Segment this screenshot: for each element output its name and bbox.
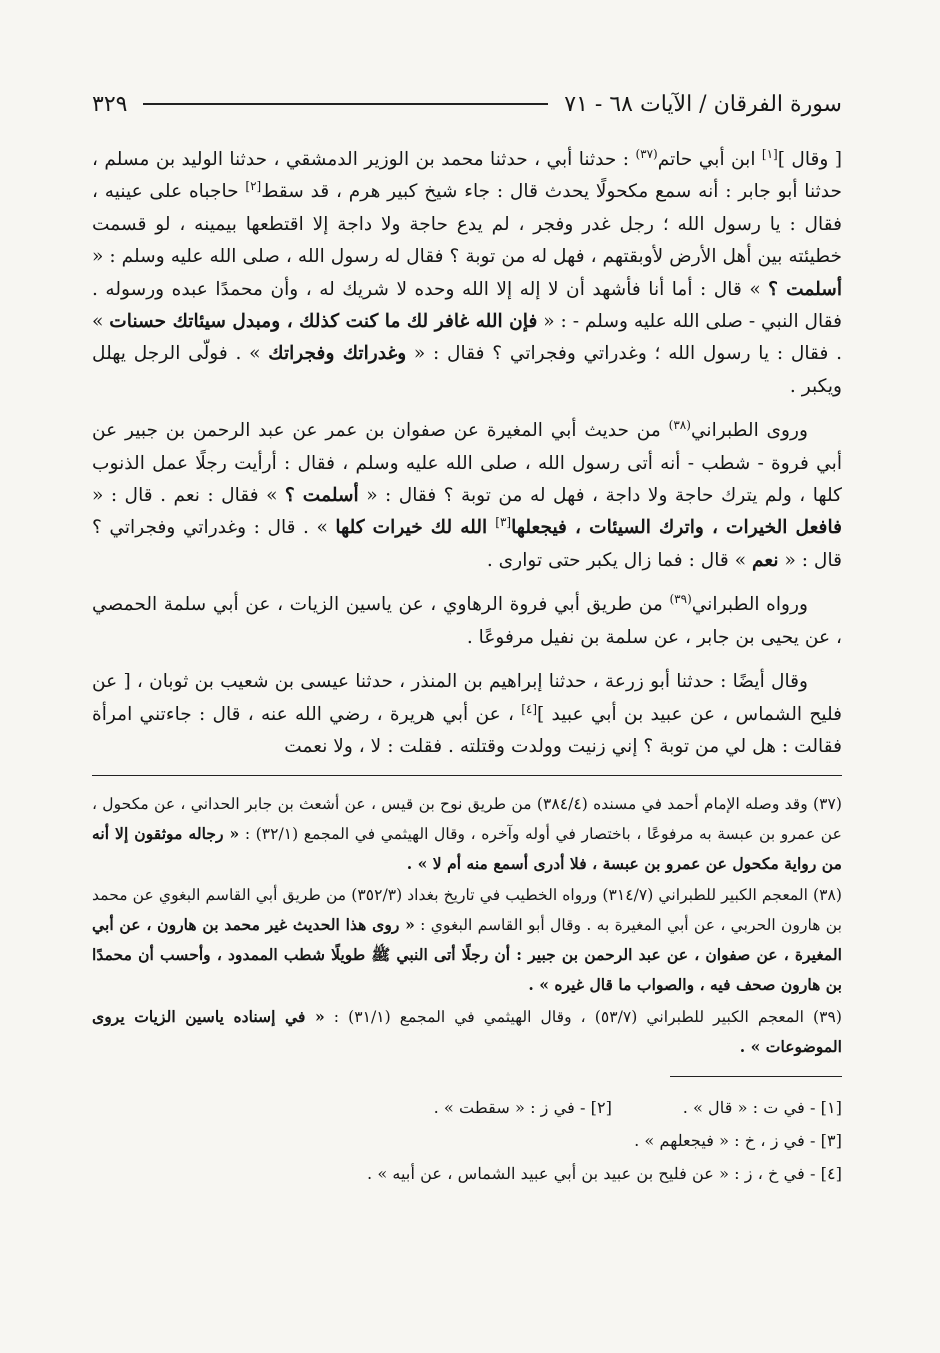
- hadith-quote: الله لك خيرات كلها: [335, 517, 496, 539]
- text-run: » قال : أما أنا فأشهد أن لا إله إلا الله وحده لا شريك له ، وأن محمدًا عبده ورسوله . فقال النبي - صلى الله عليه وسلم - : «: [92, 278, 842, 333]
- variant-ref: [١]: [761, 146, 778, 161]
- variants-row-3: [92, 1157, 842, 1190]
- text-run: ابن أبي حاتم: [657, 149, 762, 170]
- variant-ref: [٣]: [495, 515, 512, 530]
- paragraph-4: [92, 666, 842, 763]
- text-run: : حدثنا أبي ، حدثنا محمد بن الوزير الدمشقي ، حدثنا الوليد بن مسلم ، حدثنا أبو جابر : أنه سمع مكحولًا يحدث قال : جاء شيخ كبير هرم ، قد سقط: [92, 149, 843, 203]
- main-text: [92, 144, 842, 763]
- footnote-38: [92, 881, 842, 1000]
- text-run: (٣٨) المعجم الكبير للطبراني (٣١٤/٧) ورواه الخطيب في تاريخ بغداد (٣٥٢/٣) من طريق أبي القاسم البغوي عن محمد بن هارون الحربي ، عن أبي المغيرة به . وقال أبو القاسم البغوي :: [92, 886, 843, 935]
- text-run: » قال : فما زال يكبر حتى توارى .: [486, 549, 753, 571]
- text-run: [ وقال ]: [777, 149, 843, 170]
- text-run: وقال أيضًا : حدثنا أبو زرعة ، حدثنا إبراهيم بن المنذر ، حدثنا عيسى بن شعيب بن ثوبان ، [ عن فليح الشماس ، عن عبيد بن أبي عبيد ]: [92, 671, 842, 725]
- variants-row-2: [92, 1124, 842, 1157]
- running-header: [92, 84, 842, 124]
- footnote-separator: [92, 775, 842, 776]
- variant-ref: [٢]: [245, 179, 262, 194]
- variant-3: [٣] - في ز ، خ : « فيجعلهم » .: [634, 1131, 842, 1151]
- hadith-quote: وغدراتك وفجراتك: [268, 343, 407, 365]
- text-run: وروى الطبراني: [690, 420, 808, 442]
- quoted-text: « رجاله موثقون إلا أنه من رواية مكحول عن عمرو بن عبسة ، فلا أدرى أسمع منه أم لا » .: [92, 824, 842, 874]
- hadith-quote: أسلمت ؟: [768, 278, 842, 300]
- hadith-quote: فإن الله غافر لك ما كنت كذلك ، ومبدل سيئاتك حسنات: [109, 311, 538, 333]
- text-run: من حديث أبي المغيرة عن صفوان بن عمر عن عبد الرحمن بن جبير عن أبي فروة - شطب - أنه أتى رسول الله ، صلى الله عليه وسلم ، فقال : أرأيت رجلًا عمل الذنوب كلها ، ولم يترك حاجة ولا داجة ، فهل له من توبة ؟ فقال : «: [92, 420, 843, 507]
- text-run: (٣٧) وقد وصله الإمام أحمد في مسنده (٣٨٤/٤) من طريق نوح بن قيس ، عن أشعث بن جابر الحداني ، عن مكحول ، عن عمرو بن عبسة به مرفوعًا ، باختصار في أوله وآخره ، وقال الهيثمي في المجمع (٣٢/١) :: [92, 795, 842, 844]
- footnote-ref: (٣٨): [668, 418, 691, 433]
- variant-4: [٤] - في خ ، ز : « عن فليح بن عبيد بن أبي عبيد الشماس ، عن أبيه » .: [367, 1164, 842, 1184]
- footnote-ref: (٣٩): [669, 592, 692, 607]
- footnotes: [92, 790, 842, 1062]
- variant-ref: [٤]: [521, 701, 538, 716]
- header-rule: [143, 103, 548, 105]
- running-title: سورة الفرقان / الآيات ٦٨ - ٧١: [564, 91, 842, 117]
- footnote-37: [92, 790, 842, 879]
- quoted-text: « روى هذا الحديث غير محمد بن هارون ، عن أبي المغيرة ، عن صفوان ، عن عبد الرحمن بن جبير : أن رجلًا أتى النبي ﷺ طويلًا شطب الممدود ، وأحسب أن محمدًا بن هارون صحف فيه ، والصواب ما قال غيره » .: [92, 915, 842, 995]
- text-run: » فقال : نعم . قال : «: [92, 485, 285, 507]
- hadith-quote: أسلمت ؟: [284, 485, 359, 507]
- text-run: ، عن أبي هريرة ، رضي الله عنه ، قال : جاءتني امرأة فقالت : هل لي من توبة ؟ إني زنيت وولدت وقتلته . فقلت : لا ، ولا نعمت: [92, 703, 842, 757]
- page-number: ٣٢٩: [92, 91, 128, 117]
- text-run: حاجباه على عينيه ، فقال : يا رسول الله ؛ رجل غدر وفجر ، لم يدع حاجة ولا داجة إلا اقتطعها بيمينه ، لو قسمت خطيئته بين أهل الأرض لأوبقتهم ، فهل له من توبة ؟ فقال له رسول الله ، صلى الله عليه وسلم : «: [92, 181, 842, 268]
- variant-2: [٢] - في ز : « سقطت » .: [433, 1098, 612, 1118]
- text-run: » . قال : وغدراتي وفجراتي ؟ قال : «: [92, 517, 842, 571]
- text-run: » . فولّى الرجل يهلل ويكبر .: [92, 343, 842, 397]
- text-run: » . فقال : يا رسول الله ؛ وغدراتي وفجراتي ؟ فقال : «: [91, 311, 842, 365]
- hadith-quote: فافعل الخيرات ، واترك السيئات ، فيجعلها: [511, 517, 842, 539]
- paragraph-3: [92, 589, 842, 654]
- footnote-39: [92, 1002, 842, 1062]
- text-run: من طريق أبي فروة الرهاوي ، عن ياسين الزيات ، عن أبي سلمة الحمصي ، عن يحيى بن جابر ، عن سلمة بن نفيل مرفوعًا .: [92, 594, 842, 648]
- manuscript-variants: [92, 1091, 842, 1190]
- variants-separator: [670, 1076, 842, 1077]
- variant-1: [١] - في ت : « قال » .: [682, 1098, 842, 1118]
- text-run: ورواه الطبراني: [691, 594, 808, 616]
- paragraph-2: [92, 415, 842, 577]
- footnote-ref: (٣٧): [635, 146, 658, 161]
- variants-row-1: [92, 1091, 842, 1124]
- paragraph-1: [92, 144, 842, 403]
- text-run: (٣٩) المعجم الكبير للطبراني (٥٣/٧) ، وقال الهيثمي في المجمع (٣١/١) :: [324, 1008, 842, 1027]
- hadith-quote: نعم: [752, 549, 779, 571]
- quoted-text: « في إسناده ياسين الزيات يروى الموضوعات » .: [92, 1007, 842, 1057]
